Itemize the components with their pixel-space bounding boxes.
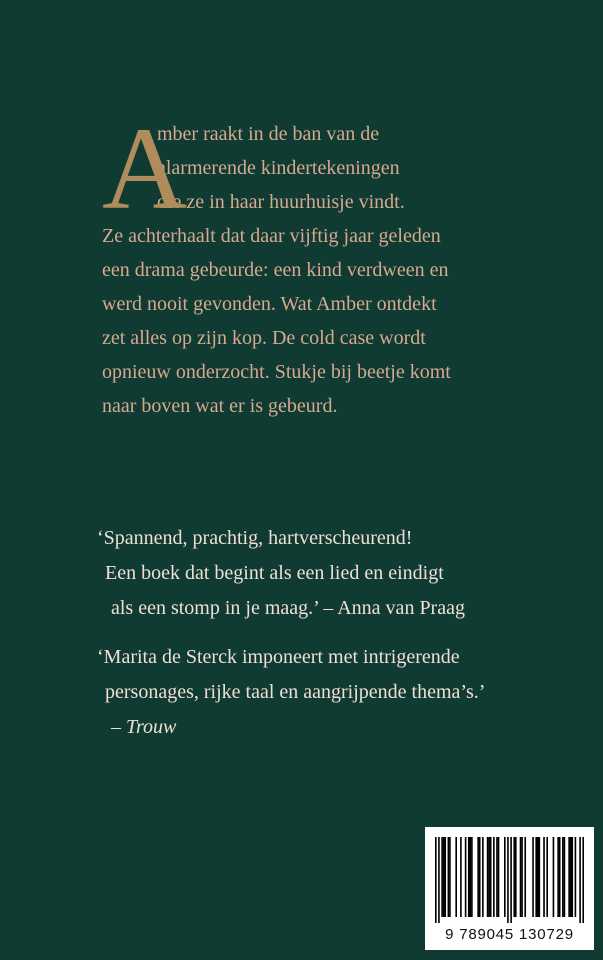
barcode-bar xyxy=(479,837,481,917)
barcode-bar xyxy=(504,837,506,917)
quote-line: ‘Spannend, prachtig, hartverscheurend! xyxy=(97,527,413,549)
dropcap-letter: A xyxy=(102,103,188,234)
isbn-barcode xyxy=(425,827,594,950)
barcode-bar xyxy=(546,837,548,917)
quote-line: personages, rijke taal en aangrijpende thema’s.’ xyxy=(105,681,486,703)
barcode-bar xyxy=(487,837,489,917)
barcode-bar xyxy=(507,837,509,923)
barcode-bar xyxy=(448,837,450,917)
barcode-bar xyxy=(562,837,564,917)
barcode-bar xyxy=(553,837,555,917)
quote-line: ‘Marita de Sterck imponeert met intrigerende xyxy=(97,646,460,668)
barcode-bar xyxy=(498,837,500,917)
isbn-number: 9 789045 130729 xyxy=(445,926,574,943)
barcode-bar xyxy=(455,837,457,917)
blurb-line: mber raakt in de ban van de xyxy=(157,123,380,145)
barcode-bar xyxy=(570,837,572,917)
blurb xyxy=(102,103,522,423)
quote-attribution xyxy=(97,710,485,745)
barcode-bar xyxy=(443,837,445,917)
barcode-bar xyxy=(496,837,498,917)
blurb-line: Ze achterhaalt dat daar vijftig jaar geleden xyxy=(102,225,441,247)
blurb-line: zet alles op zijn kop. De cold case wordt xyxy=(102,327,426,349)
barcode-bar xyxy=(477,837,479,917)
barcode-bar xyxy=(568,837,570,917)
review-quote-anna-van-praag xyxy=(97,521,465,626)
barcode-bar xyxy=(557,837,559,917)
barcode-bar xyxy=(441,837,443,917)
barcode-bar xyxy=(438,837,440,923)
barcode-bar xyxy=(515,837,517,917)
blurb-line: naar boven wat er is gebeurd. xyxy=(102,395,338,417)
barcode-bar xyxy=(535,837,537,917)
blurb-line: werd nooit gevonden. Wat Amber ontdekt xyxy=(102,293,437,315)
barcode-bar xyxy=(521,837,523,917)
barcode-bar xyxy=(564,837,566,917)
barcode-bars xyxy=(435,837,584,923)
blurb-line: die ze in haar huurhuisje vindt. xyxy=(157,191,405,213)
barcode-bar xyxy=(460,837,462,917)
barcode-bar xyxy=(449,837,451,917)
barcode-bar xyxy=(524,837,526,917)
review-quote-trouw xyxy=(97,640,485,745)
attribution-source: Trouw xyxy=(126,716,177,738)
barcode-bar xyxy=(513,837,515,917)
barcode-bar xyxy=(537,837,539,917)
blurb-line: alarmerende kindertekeningen xyxy=(157,157,400,179)
barcode-bar xyxy=(520,837,522,917)
barcode-bar xyxy=(582,837,584,923)
barcode-bar xyxy=(465,837,467,917)
quote-line: Een boek dat begint als een lied en eindigt xyxy=(105,562,444,584)
quote-line: als een stomp in je maag.’ – Anna van Praag xyxy=(111,597,465,619)
barcode-bar xyxy=(490,837,492,917)
barcode-bar xyxy=(559,837,561,917)
barcode-bar xyxy=(543,837,545,917)
blurb-line: opnieuw onderzocht. Stukje bij beetje komt xyxy=(102,361,451,383)
barcode-bar xyxy=(471,837,473,917)
attribution-dash: – xyxy=(111,716,126,738)
barcode-bar xyxy=(468,837,470,917)
barcode-bar xyxy=(488,837,490,917)
barcode-bar xyxy=(575,837,577,917)
barcode-bar xyxy=(435,837,437,923)
blurb-line: een drama gebeurde: een kind verdween en xyxy=(102,259,449,281)
barcode-bar xyxy=(571,837,573,917)
barcode-bar xyxy=(510,837,512,923)
barcode-bar xyxy=(579,837,581,923)
barcode-bar xyxy=(493,837,495,917)
barcode-bar xyxy=(444,837,446,917)
barcode-bar xyxy=(539,837,541,917)
barcode-bar xyxy=(470,837,472,917)
barcode-bar xyxy=(532,837,534,917)
barcode-bar xyxy=(482,837,484,917)
